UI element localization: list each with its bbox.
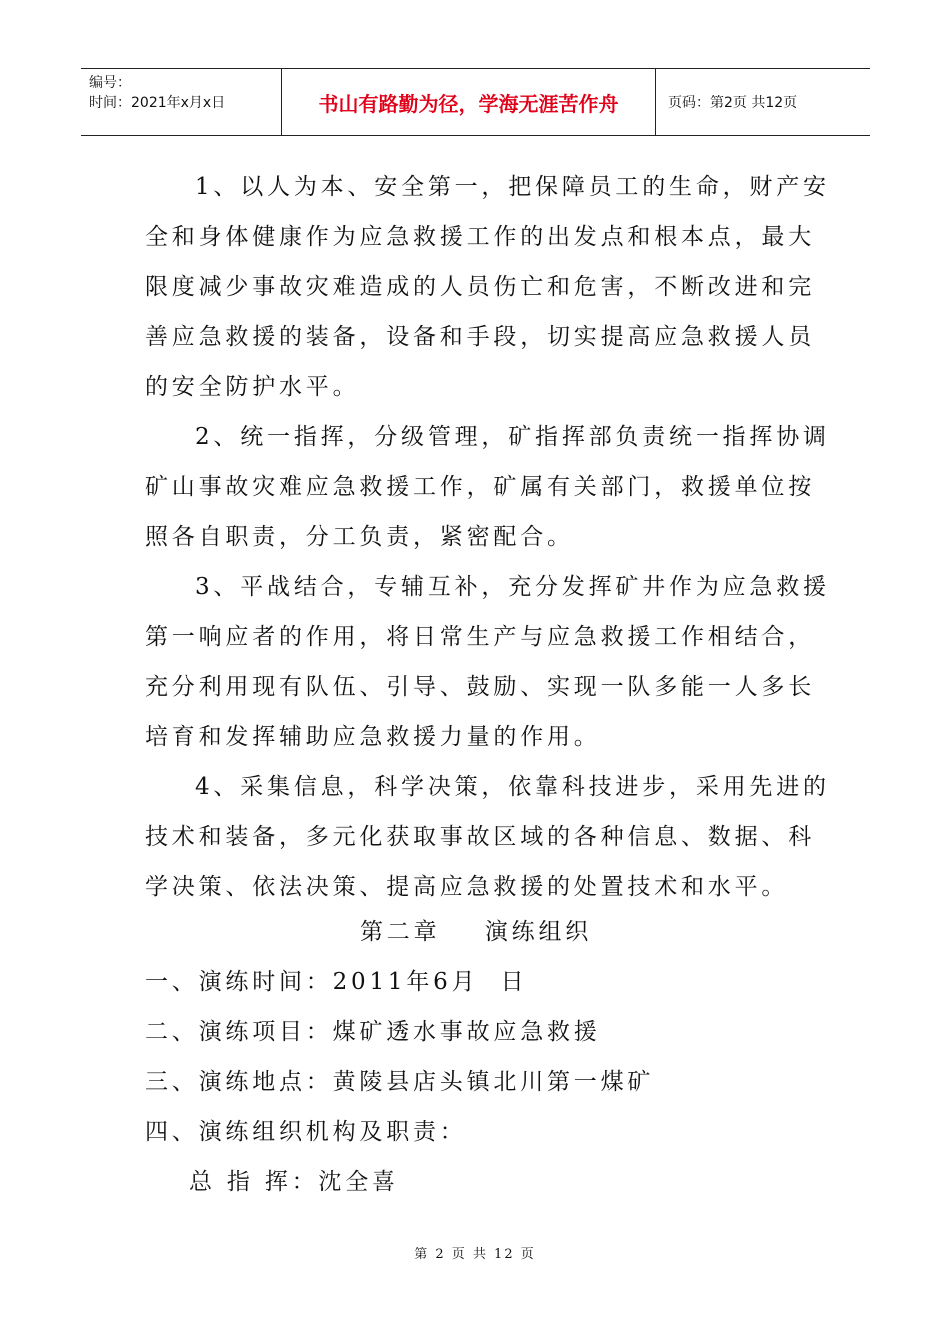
drill-project: 二、演练项目：煤矿透水事故应急救援 [145, 1019, 601, 1045]
paragraph-3-line-2: 第一响应者的作用，将日常生产与应急救援工作相结合， [145, 624, 815, 650]
paragraph-1-line-1: 1、以人为本、安全第一，把保障员工的生命，财产安 [195, 174, 830, 200]
paragraph-1-line-5: 的安全防护水平。 [145, 374, 360, 400]
paragraph-1-line-3: 限度减少事故灾难造成的人员伤亡和危害，不断改进和完 [145, 274, 815, 300]
drill-location: 三、演练地点：黄陵县店头镇北川第一煤矿 [145, 1069, 655, 1095]
header-meta [81, 69, 282, 135]
paragraph-2-line-1: 2、统一指挥，分级管理，矿指挥部负责统一指挥协调 [195, 424, 830, 450]
drill-organization-heading: 四、演练组织机构及职责： [145, 1119, 467, 1145]
chapter-title: 第二章 演练组织 [360, 919, 593, 945]
paragraph-1-line-2: 全和身体健康作为应急救援工作的出发点和根本点，最大 [145, 224, 815, 250]
paragraph-4-line-3: 学决策、依法决策、提高应急救援的处置技术和水平。 [145, 874, 789, 900]
document-time: 时间：2021年x月x日 [89, 95, 226, 111]
paragraph-1-line-4: 善应急救援的装备，设备和手段，切实提高应急救援人员 [145, 324, 815, 350]
drill-time: 一、演练时间：2011年6月 日 [145, 969, 528, 995]
paragraph-2-line-3: 照各自职责，分工负责，紧密配合。 [145, 524, 574, 550]
commander-line: 总 指 挥：沈全喜 [189, 1169, 399, 1195]
header-slogan: 书山有路勤为径，学海无涯苦作舟 [282, 69, 656, 135]
paragraph-3-line-4: 培育和发挥辅助应急救援力量的作用。 [145, 724, 601, 750]
paragraph-3-line-1: 3、平战结合，专辅互补，充分发挥矿井作为应急救援 [195, 574, 830, 600]
page-footer: 第 2 页 共 12 页 [414, 1247, 536, 1262]
header-page-number: 页码：第2页 共12页 [668, 95, 798, 111]
paragraph-4-line-2: 技术和装备，多元化获取事故区域的各种信息、数据、科 [145, 824, 815, 850]
paragraph-4-line-1: 4、采集信息，科学决策，依靠科技进步，采用先进的 [195, 774, 830, 800]
paragraph-2-line-2: 矿山事故灾难应急救援工作，矿属有关部门，救援单位按 [145, 474, 815, 500]
document-number: 编号： [89, 75, 131, 91]
page-header [81, 68, 870, 136]
paragraph-3-line-3: 充分利用现有队伍、引导、鼓励、实现一队多能一人多长 [145, 674, 815, 700]
